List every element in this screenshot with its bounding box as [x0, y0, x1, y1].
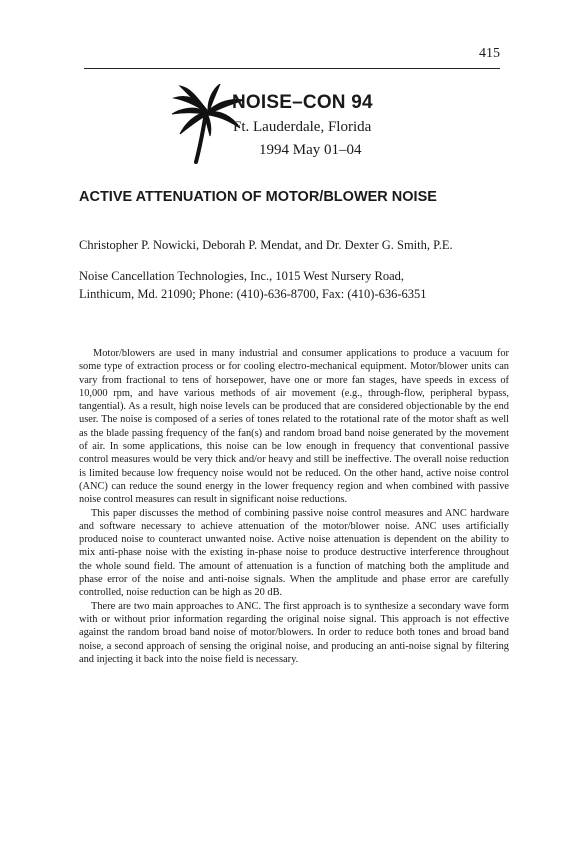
paper-title: ACTIVE ATTENUATION OF MOTOR/BLOWER NOISE	[79, 189, 437, 205]
conference-location: Ft. Lauderdale, Florida	[233, 119, 372, 135]
header-rule	[84, 68, 500, 69]
body-paragraph: This paper discusses the method of combining passive noise control measures and ANC hardware and software necessary to achieve attenuation of the motor/blower noise. ANC uses artificially produced noise to counteract unwanted noise. Active noise attenuation is dependent on the ability to mix anti-phase noise with the existing in-phase noise to produce destructive interference throughout the whole sound field. The amount of attenuation is a function of matching both the amplitude and phase error of the noise and anti-noise signals. When the amplitude and phase error are carefully controlled, noise reduction can be high as 20 dB.	[79, 507, 509, 599]
affiliation-line: Linthicum, Md. 21090; Phone: (410)-636-8700, Fax: (410)-636-6351	[79, 287, 427, 301]
body-paragraph: There are two main approaches to ANC. The first approach is to synthesize a secondary wave form with or without prior information regarding the original noise signal. This approach is not effective against the random broad band noise of motor/blowers. In order to reduce both tones and broad band noise, a second approach of sensing the original noise, and producing an anti-noise signal by filtering and injecting it back into the noise field is necessary.	[79, 600, 509, 665]
conference-date: 1994 May 01–04	[259, 142, 362, 158]
conference-name: NOISE–CON 94	[232, 92, 373, 113]
body-text	[79, 347, 509, 666]
affiliation	[79, 267, 427, 303]
page-number: 415	[479, 46, 500, 61]
body-paragraph: Motor/blowers are used in many industrial and consumer applications to produce a vacuum for some type of extraction process or for cooling electro-mechanical equipment. Motor/blower units can vary from fractional to tens of horsepower, have one or more fan stages, have speeds in excess of 10,000 rpm, and have various methods of air movement (e.g., through-flow, peripheral bypass, tangential). As a result, high noise levels can be produced that are considered objectionable by the end user. The noise is composed of a series of tones related to the rotational rate of the motor shaft as well as the blade passing frequency of the fan(s) and random broad band noise generated by the movement of air. In some applications, this noise can be low enough in frequency that conventional passive control measures would be very thick and/or heavy and still be ineffective. The overall noise reduction is limited because low frequency noise would not be reduced. On the other hand, active noise control (ANC) can reduce the sound energy in the lower frequency region and when combined with passive noise control measures can result in significant noise reductions.	[79, 348, 509, 506]
affiliation-line: Noise Cancellation Technologies, Inc., 1015 West Nursery Road,	[79, 269, 405, 283]
authors: Christopher P. Nowicki, Deborah P. Mendat, and Dr. Dexter G. Smith, P.E.	[79, 238, 453, 252]
